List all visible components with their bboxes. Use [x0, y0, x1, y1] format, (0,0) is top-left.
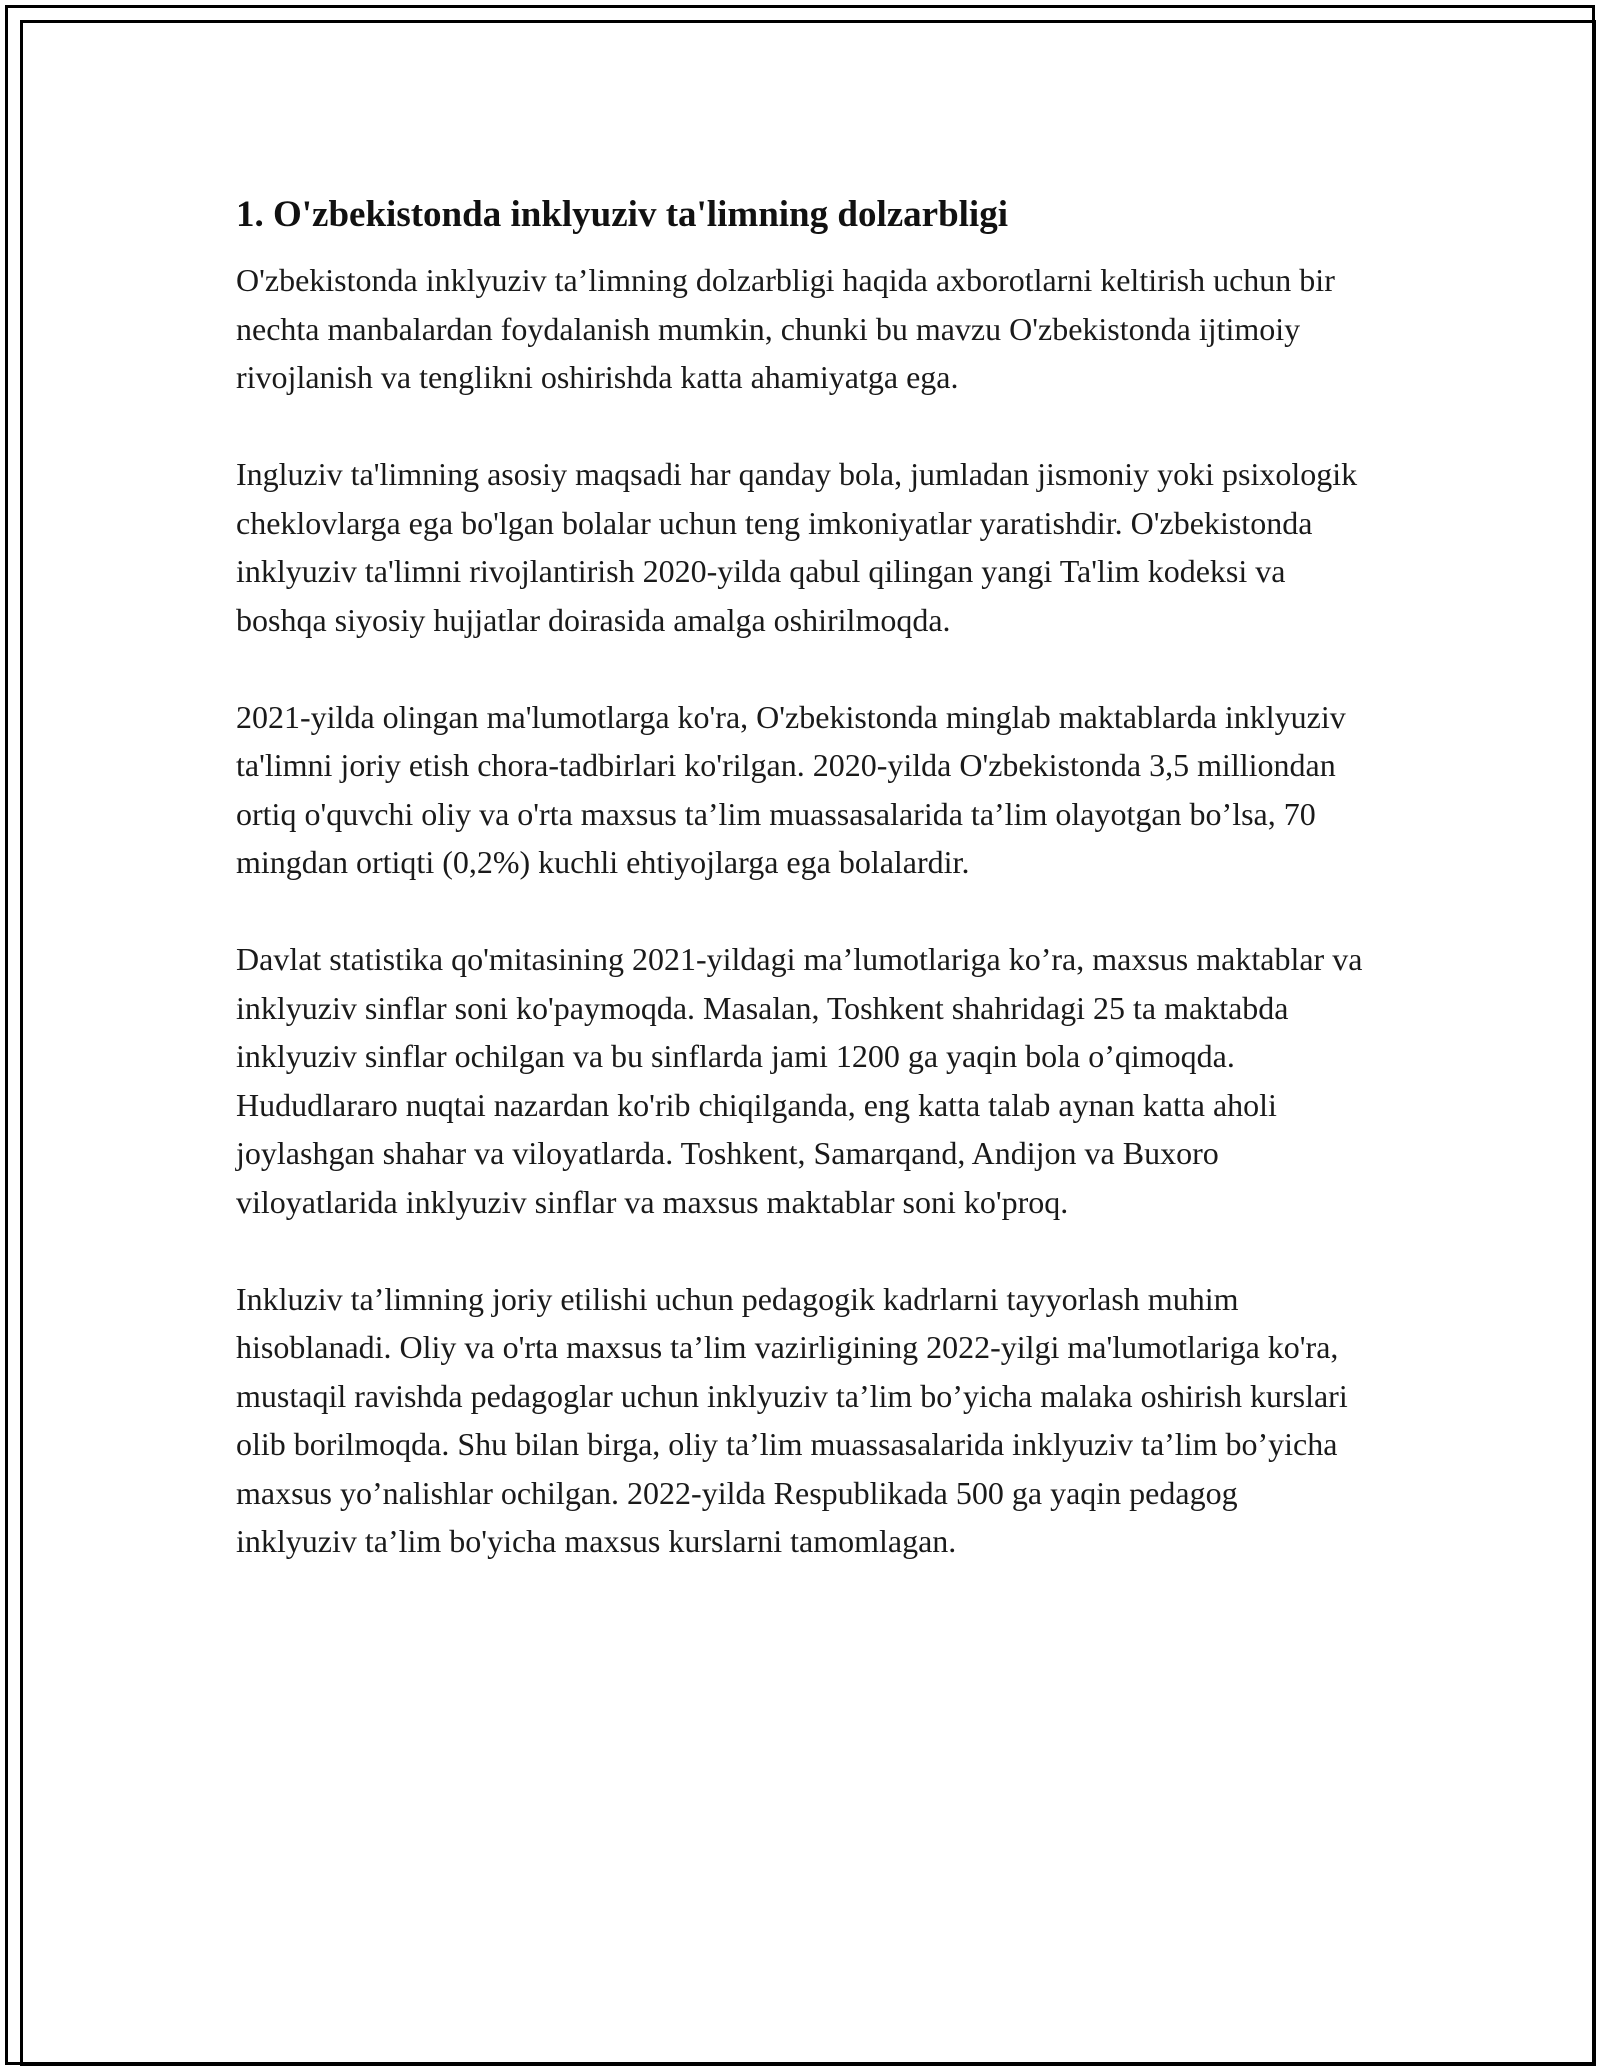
section-heading: 1. O'zbekistonda inklyuziv ta'limning dolzarbligi: [236, 194, 1008, 235]
paragraph-4: Davlat statistika qo'mitasining 2021-yildagi ma’lumotlariga ko’ra, maxsus maktablar va inklyuziv sinflar soni ko'paymoqda. Masalan, Toshkent shahridagi 25 ta maktabda inklyuziv sinflar ochilgan va bu sinflarda jami 1200 ga yaqin bola o’qimoqda. Hududlararo nuqtai nazardan ko'rib chiqilganda, eng katta talab aynan katta aholi joylashgan shahar va viloyatlarda. Toshkent, Samarqand, Andijon va Buxoro viloyatlarida inklyuziv sinflar va maxsus maktablar soni ko'proq.: [236, 941, 1363, 1220]
document-body: [236, 186, 1366, 1614]
paragraph-2: Ingluziv ta'limning asosiy maqsadi har qanday bola, jumladan jismoniy yoki psixologik cheklovlarga ega bo'lgan bolalar uchun teng imkoniyatlar yaratishdir. O'zbekistonda inklyuziv ta'limni rivojlantirish 2020-yilda qabul qilingan yangi Ta'lim kodeksi va boshqa siyosiy hujjatlar doirasida amalga oshirilmoqda.: [236, 456, 1358, 638]
paragraph-5: Inkluziv ta’limning joriy etilishi uchun pedagogik kadrlarni tayyorlash muhim hisoblanadi. Oliy va o'rta maxsus ta’lim vazirligining 2022-yilgi ma'lumotlariga ko'ra, mustaqil ravishda pedagoglar uchun inklyuziv ta’lim bo’yicha malaka oshirish kurslari olib borilmoqda. Shu bilan birga, oliy ta’lim muassasalarida inklyuziv ta’lim bo’yicha maxsus yo’nalishlar ochilgan. 2022-yilda Respublikada 500 ga yaqin pedagog inklyuziv ta’lim bo'yicha maxsus kurslarni tamomlagan.: [236, 1280, 1348, 1559]
paragraph-1: O'zbekistonda inklyuziv ta’limning dolzarbligi haqida axborotlarni keltirish uchun bir nechta manbalardan foydalanish mumkin, chunki bu mavzu O'zbekistonda ijtimoiy rivojlanish va tenglikni oshirishda katta ahamiyatga ega.: [236, 262, 1335, 395]
paragraph-3: 2021-yilda olingan ma'lumotlarga ko'ra, O'zbekistonda minglab maktablarda inklyuziv ta'limni joriy etish chora-tadbirlari ko'rilgan. 2020-yilda O'zbekistonda 3,5 milliondan ortiq o'quvchi oliy va o'rta maxsus ta’lim muassasalarida ta’lim olayotgan bo’lsa, 70 mingdan ortiqti (0,2%) kuchli ehtiyojlarga ega bolalardir.: [236, 698, 1346, 880]
